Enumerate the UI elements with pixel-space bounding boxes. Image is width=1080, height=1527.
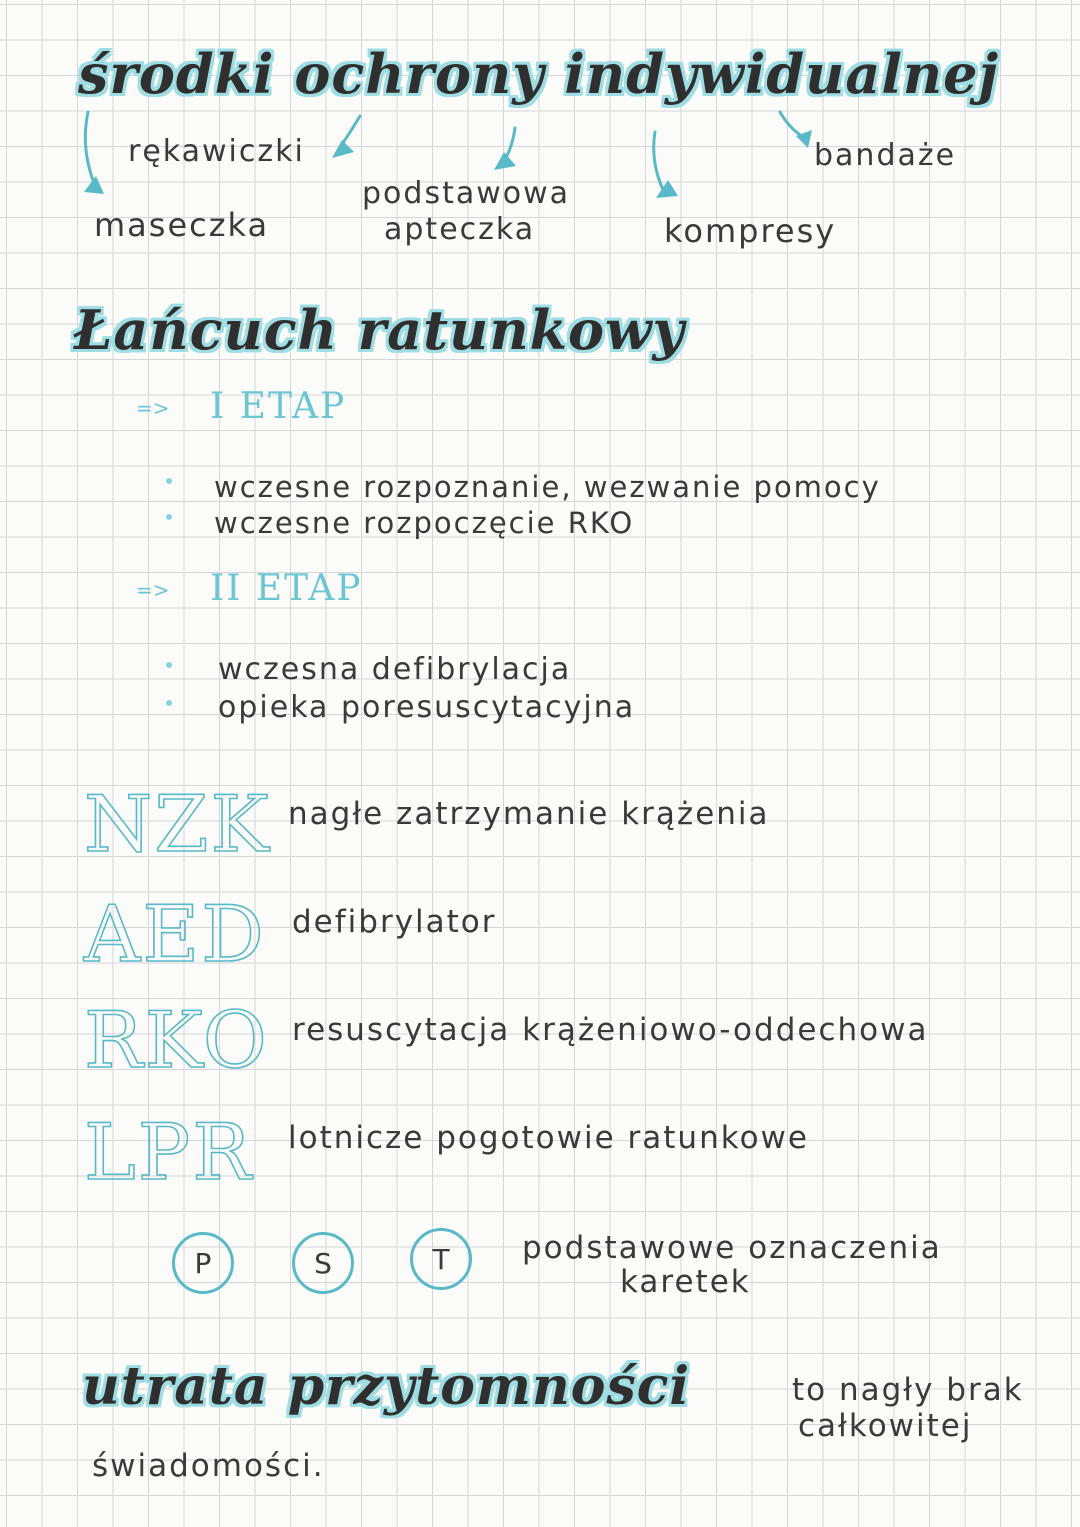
stage1-label: I ETAP [210, 386, 347, 427]
stage1-point-2: wczesne rozpoczęcie RKO [214, 506, 635, 540]
item-maseczka: maseczka [94, 206, 270, 244]
definition-line-3: świadomości. [92, 1448, 325, 1484]
bullet [166, 514, 172, 520]
abbr-nzk-meaning: nagłe zatrzymanie krążenia [288, 796, 770, 832]
abbr-nzk: NZK [84, 780, 271, 870]
item-rekawiczki: rękawiczki [128, 134, 305, 169]
item-podstawowa: podstawowa [362, 176, 571, 211]
abbr-rko-meaning: resuscytacja krążeniowo-oddechowa [292, 1012, 929, 1048]
stage2-label: II ETAP [210, 568, 363, 609]
stage1-marker: => [136, 396, 170, 420]
stage2-point-1: wczesna defibrylacja [218, 652, 572, 687]
item-bandaze: bandaże [814, 138, 957, 173]
ambulance-p-badge: P [172, 1232, 234, 1294]
ambulance-description: podstawowe oznaczenia [522, 1230, 942, 1266]
heading-utrata-przytomnosci: utrata przytomności [82, 1356, 691, 1417]
bullet [166, 478, 172, 484]
stage1-point-1: wczesne rozpoznanie, wezwanie pomocy [214, 470, 881, 504]
ambulance-s-badge: S [292, 1232, 354, 1294]
ambulance-t-badge: T [410, 1228, 472, 1290]
definition-line-2: całkowitej [798, 1408, 973, 1444]
stage2-point-2: opieka poresuscytacyjna [218, 690, 636, 725]
heading-lancuch-ratunkowy: Łańcuch ratunkowy [74, 298, 685, 362]
abbr-aed: AED [84, 890, 266, 980]
item-apteczka: apteczka [384, 212, 536, 247]
ambulance-description-2: karetek [620, 1264, 751, 1300]
abbr-rko: RKO [84, 996, 269, 1086]
abbr-aed-meaning: defibrylator [292, 904, 497, 940]
definition-line-1: to nagły brak [792, 1372, 1024, 1408]
item-kompresy: kompresy [664, 212, 837, 250]
abbr-lpr-meaning: lotnicze pogotowie ratunkowe [288, 1120, 809, 1156]
stage2-marker: => [136, 578, 170, 602]
bullet [166, 662, 172, 668]
abbr-lpr: LPR [84, 1108, 254, 1198]
heading-srodki-ochrony: środki ochrony indywidualnej [78, 42, 1000, 106]
bullet [166, 700, 172, 706]
